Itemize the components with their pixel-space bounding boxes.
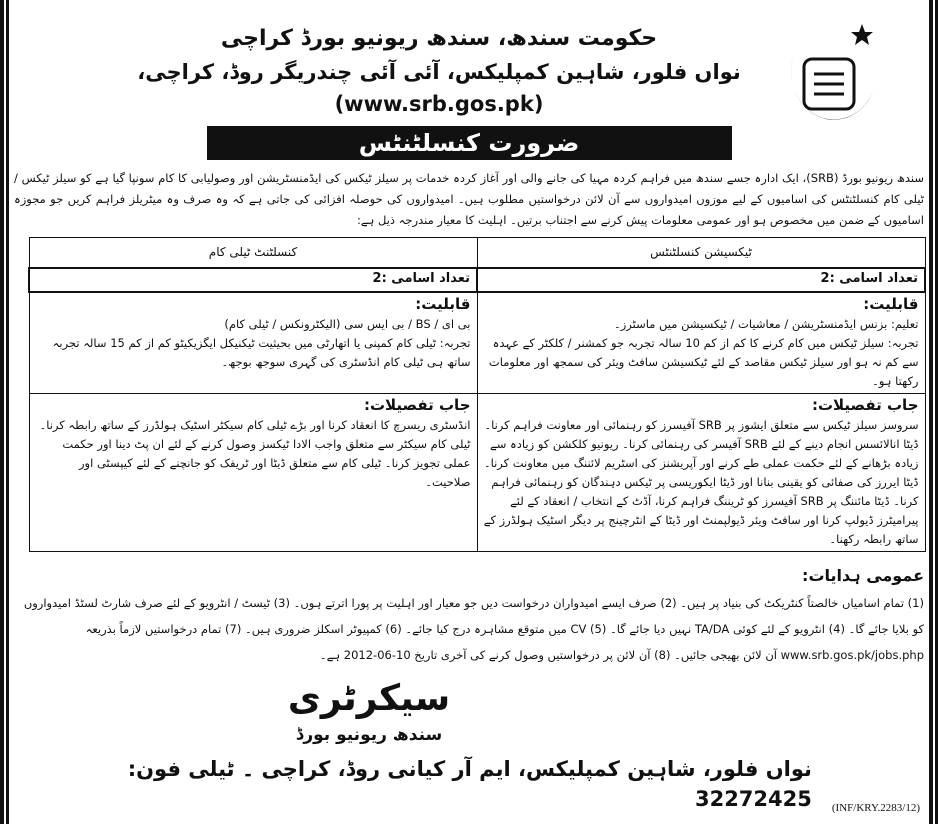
qualification-line: تجربہ: ٹیلی کام کمپنی یا اتھارٹی میں بحیثیت ٹیکنیکل ایگزیکیٹو کم از کم 15 سالہ تجربہ ساتھ ہی ٹیلی کام انڈسٹری کی گہری سوجھ بوجھ۔ [52,335,471,369]
job-details-heading: جاب تفصیلات: [363,395,471,414]
job-details-heading: جاب تفصیلات: [811,395,919,414]
qualification-telecom [29,292,477,394]
qualification-line: تجربہ: سیلز ٹیکس میں کام کرنے کا کم از کم 10 سالہ تجربہ جو کمشنر / کلکٹر کے عہدہ سے کم نہ ہو اور سیلز ٹیکس مقاصد کے لئے ٹیکسیشن سافٹ ویئر کی سمجھ اور معلومات رکھتا ہو۔ [488,335,919,388]
job-details-telecom [29,393,477,551]
job-details-taxation [477,393,925,551]
vacancy-count-taxation: تعداد اسامی :2 [477,268,925,292]
footer-address: نواں فلور، شاہین کمپلیکس، ایم آر کیانی روڈ، کراچی ۔ ٹیلی فون: 32272425 [127,756,812,811]
qualification-line: تعلیم: بزنس ایڈمنسٹریشن / معاشیات / ٹیکسیشن میں ماسٹرز۔ [613,316,919,331]
vacancy-count-telecom: تعداد اسامی :2 [29,268,477,292]
intro-paragraph: سندھ ریونیو بورڈ (SRB)، ایک ادارہ جسے سندھ میں فراہم کردہ مہیا کی جانے والی اور آغاز کردہ خدمات پر سیلز ٹیکس کی ایڈمنسٹریشن اور وصولیابی کا کام سونپا گیا ہے کو سیلز ٹیکس / ٹیلی کام کنسلٹنٹس کی اسامیوں کے لیے موزوں امیدواروں سے آن لائن درخواستیں مطلوب ہیں۔ امیدواروں کی حوصلہ افزائی کی جاتی ہے کہ وہ صرف وہ میٹریلز فراہم کریں جو مجوزہ اسامیوں کے ضمن میں مخصوص ہو اور عمومی معلومات پیش کرنے سے اجتناب برتیں۔ اہلیت کا معیار مندرجہ ذیل ہے: [14,171,924,227]
header-line-1: حکومت سندھ، سندھ ریونیو بورڈ کراچی [220,26,658,51]
header-line-2: نواں فلور، شاہین کمپلیکس، آئی آئی چندریگر روڈ، کراچی، (www.srb.gos.pk) [137,60,741,116]
job-details-text: سروسز سیلز ٹیکس سے متعلق ایشوز پر SRB آفیسرز کو رہنمائی اور معاونت فراہم کرنا۔ ڈیٹا انالائسس انجام دینے کے لئے SRB آفیسر کی رہنمائی کرنا۔ ریونیو کلکشن کو زیادہ سے زیادہ بڑھانے کے لئے حکمت عملی طے کرنے اور آپریشنز کی اسٹریم لائننگ میں معاونت کرنا۔ ڈیٹا ایررز کی صفائی کو یقینی بنانا اور ڈیٹا ایکوریسی پر ٹیکس دہندگان کو رہنمائی فراہم کرنا۔ ڈیٹا مائننگ پر SRB آفیسرز کو ٹریننگ فراہم کرنا، آڈٹ کے انتخاب / انعقاد کے لئے پیرامیٹرز ڈیولپ کرنا اور سافٹ ویئر ڈیولپمنٹ اور ڈیٹا کے انٹرچینج پر دیگر اسٹیک ہولڈرز کے ساتھ رابطہ رکھنا۔ [483,417,919,546]
general-instructions-heading: عمومی ہدایات: [802,565,924,585]
general-instructions [14,564,924,668]
footer-row [14,754,924,814]
positions-table [28,237,926,552]
sindh-government-logo [774,14,884,144]
qualification-line: بی ای / BS / بی ایس سی (الیکٹرونکس / ٹیلی کام) [224,316,471,331]
right-border [929,0,938,824]
qualification-heading: قابلیت: [415,294,471,313]
header [14,0,924,124]
general-instructions-text: (1) تمام اسامیاں خالصتاً کنٹریکٹ کی بنیاد پر ہیں۔ (2) صرف ایسے امیدواران درخواست دیں جو معیار اور اہلیت پر پورا اترتے ہوں۔ (3) ٹیسٹ / انٹرویو کے لئے صرف شارٹ لسٹڈ امیدواروں کو بلایا جائے گا۔ (4) انٹرویو کے لئے کوئی TA/DA نہیں دیا جائے گا۔ (5) CV میں متوقع مشاہرہ درج کیا جائے۔ (6) کمپیوٹر اسکلز ضروری ہیں۔ (7) تمام درخواستیں لازماً بذریعہ www.srb.gos.pk/jobs.php آن لائن بھیجی جائیں۔ (8) آن لائن پر درخواستیں وصول کرنے کی آخری تاریخ 10-06-2012 ہے۔ [23,595,924,662]
ad-reference: (INF/KRY.2283/12) [831,801,920,814]
vacancy-banner: ضرورت کنسلٹنٹس [207,126,732,160]
signatory-org: سندھ ریونیو بورڈ [295,724,443,745]
job-details-text: انڈسٹری ریسرچ کا انعقاد کرنا اور بڑے ٹیلی کام سیکٹر اسٹیک ہولڈرز کے ساتھ رابطہ کرنا۔ ٹیلی کام سیکٹر سے متعلق واجب الادا ٹیکسز وصول کرنے کے لئے ان پٹ دینا اور حکمت عملی تجویز کرنا۔ ٹیلی کام سے متعلق ڈیٹا اور ٹریفک کو جانچنے کے لئے کیپسٹی اور صلاحیت۔ [39,417,471,489]
qualification-heading: قابلیت: [863,294,919,313]
position-title-taxation: ٹیکسیشن کنسلٹنٹس [477,238,925,268]
position-title-telecom: کنسلٹنٹ ٹیلی کام [29,238,477,268]
signatory-title: سیکرٹری [287,677,451,719]
left-border [0,0,9,824]
qualification-taxation [477,292,925,394]
